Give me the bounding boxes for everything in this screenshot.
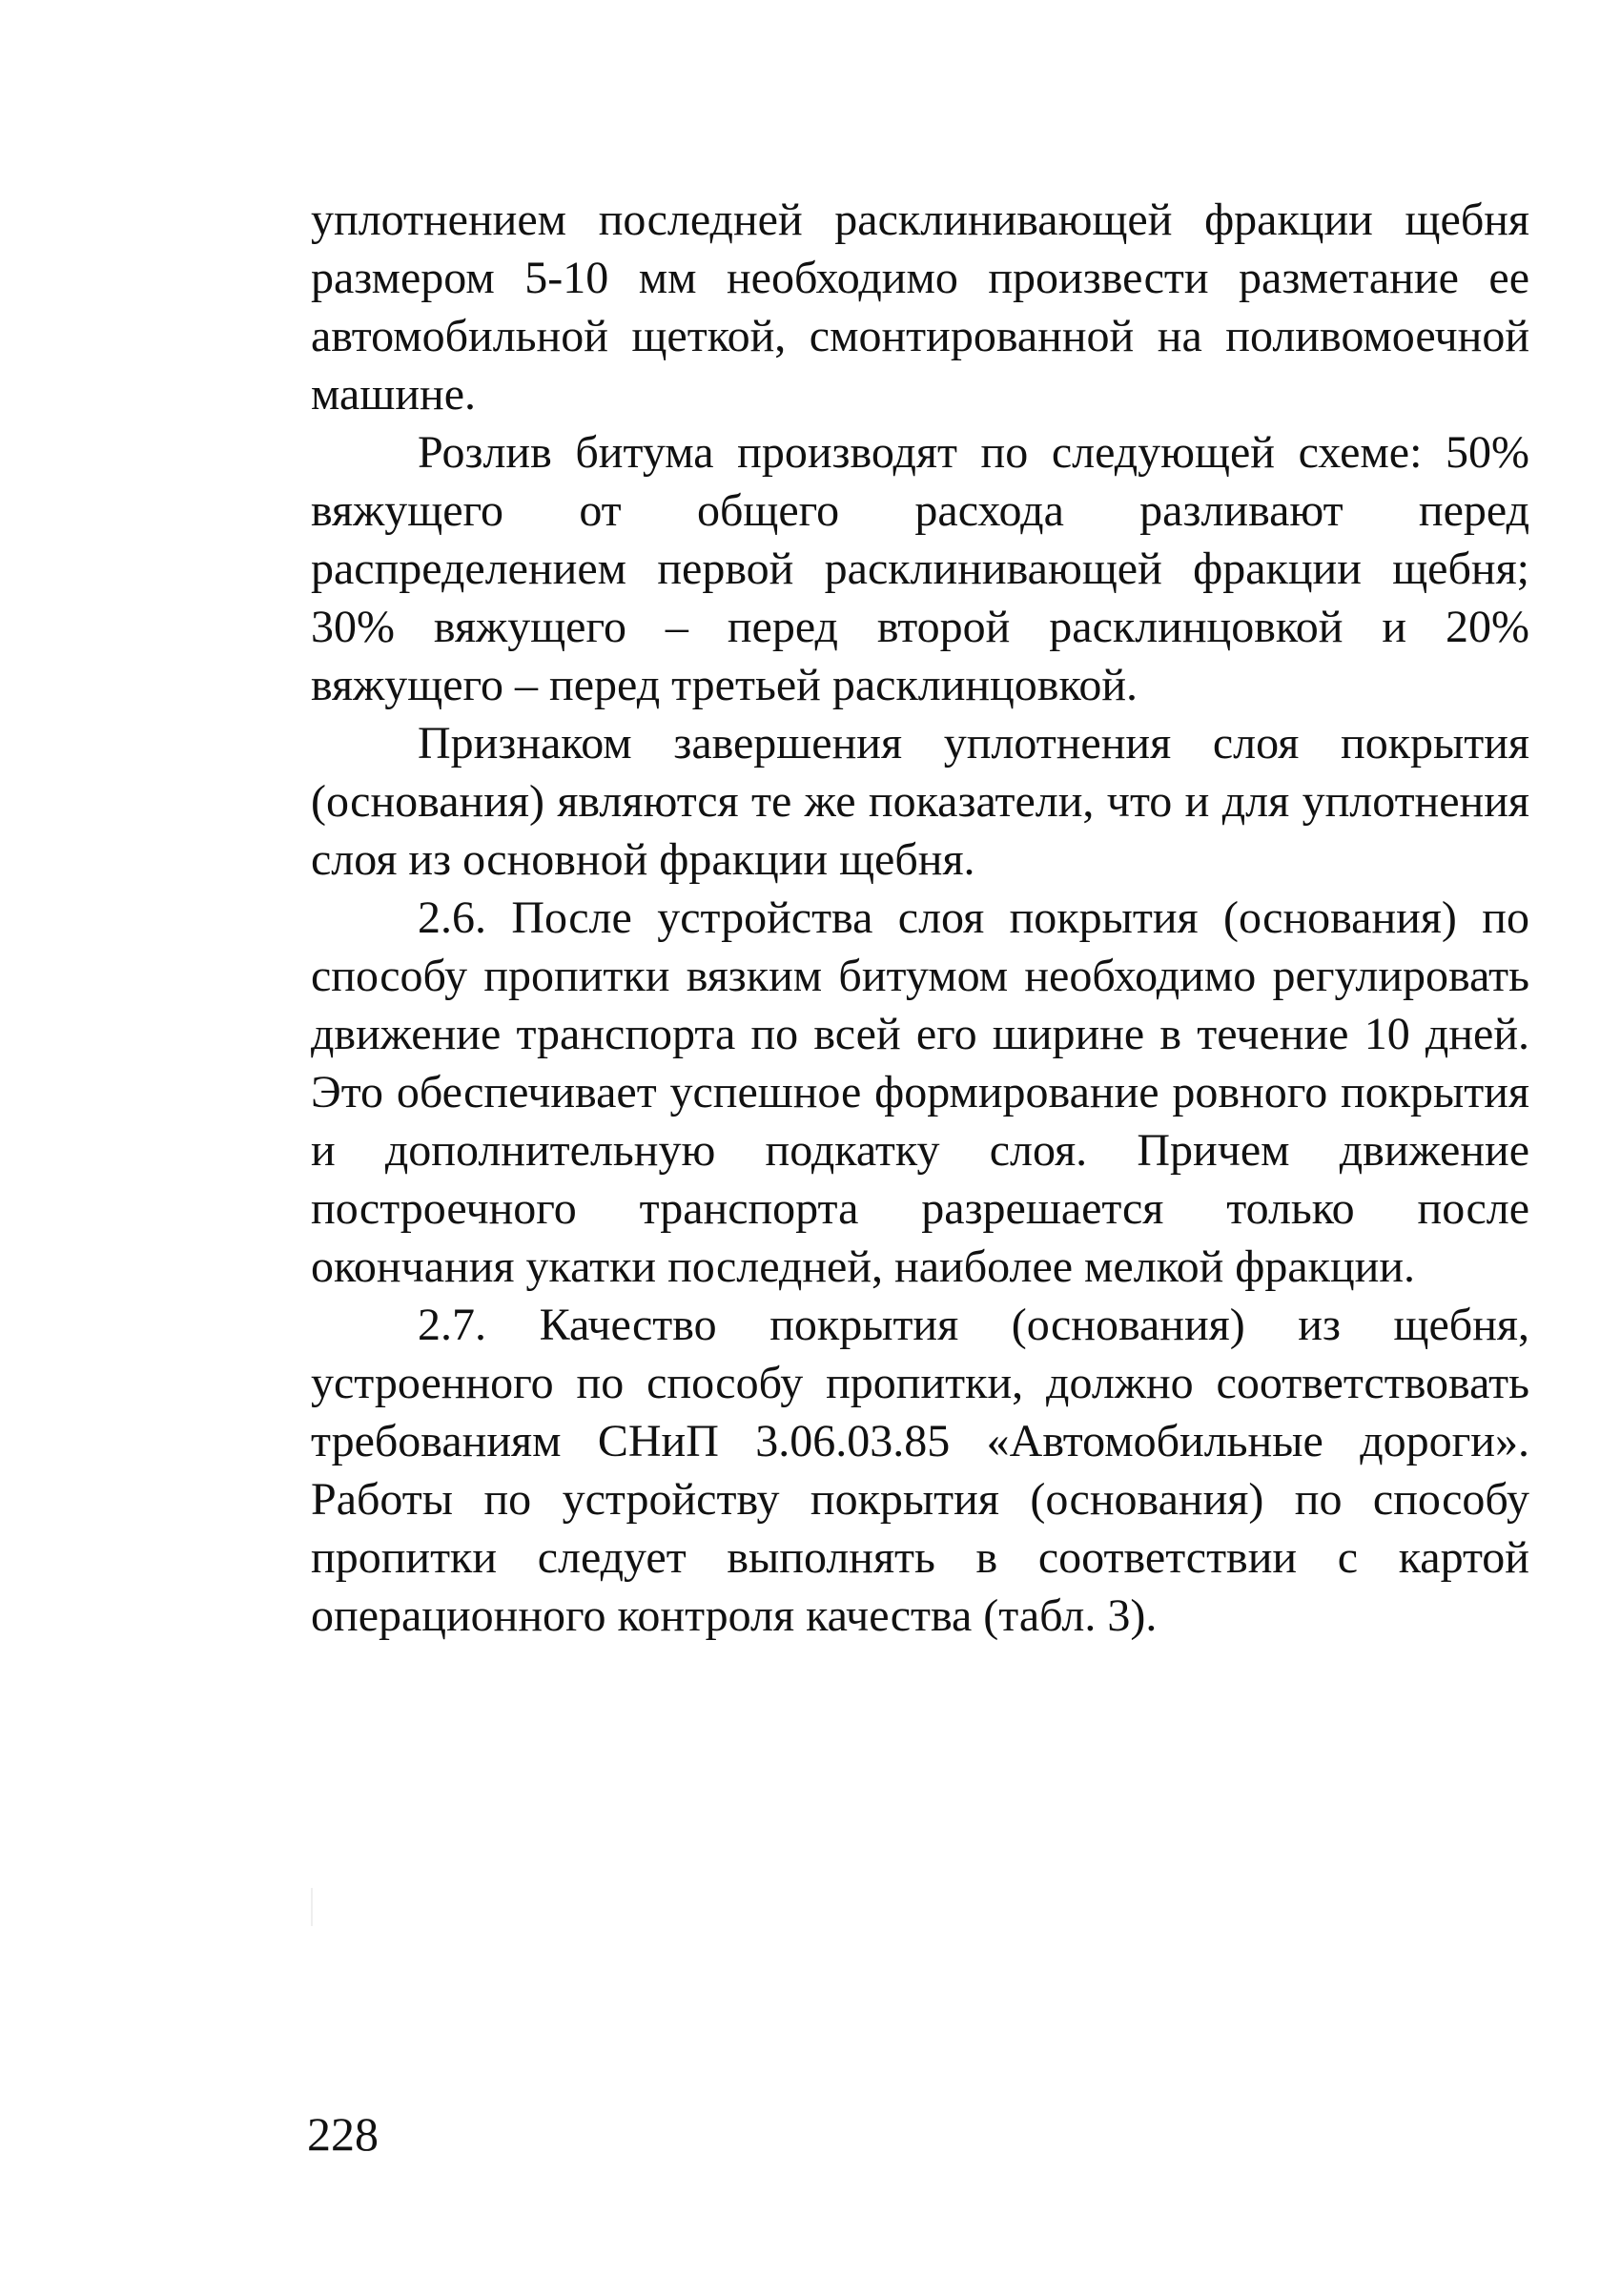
paragraph-section-2-6: 2.6. После устройства слоя покрытия (основания) по способу пропитки вязким битумом необходимо регулировать движение транспорта по всей его ширине в течение 10 дней. Это обеспечивает успешное формирование ровного покрытия и дополнительную подкатку слоя. Причем движение построечного транспорта разрешается только после окончания укатки последней, наиболее мелкой фракции. (311, 892, 1529, 1292)
paragraph-continuation: уплотнением последней расклинивающей фракции щебня размером 5-10 мм необходимо произвести разметание ее автомобильной щеткой, смонтированной на поливомоечной машине. (311, 195, 1529, 420)
scan-mark (311, 1888, 313, 1926)
paragraph-section-2-7: 2.7. Качество покрытия (основания) из щебня, устроенного по способу пропитки, должно соответствовать требованиям СНиП 3.06.03.85 «Автомобильные дороги». Работы по устройству покрытия (основания) по способу пропитки следует выполнять в соответствии с картой операционного контроля качества (табл. 3). (311, 1300, 1529, 1641)
paragraph-bitumen-scheme: Розлив битума производят по следующей схеме: 50% вяжущего от общего расхода разливают перед распределением первой расклинивающей фракции щебня; 30% вяжущего – перед второй расклинцовкой и 20% вяжущего – перед третьей расклинцовкой. (311, 427, 1529, 710)
page-number: 228 (307, 2107, 379, 2161)
paragraph-compaction-criteria: Признаком завершения уплотнения слоя покрытия (основания) являются те же показатели, что и для уплотнения слоя из основной фракции щебня. (311, 718, 1529, 885)
body-text (311, 191, 1529, 1645)
